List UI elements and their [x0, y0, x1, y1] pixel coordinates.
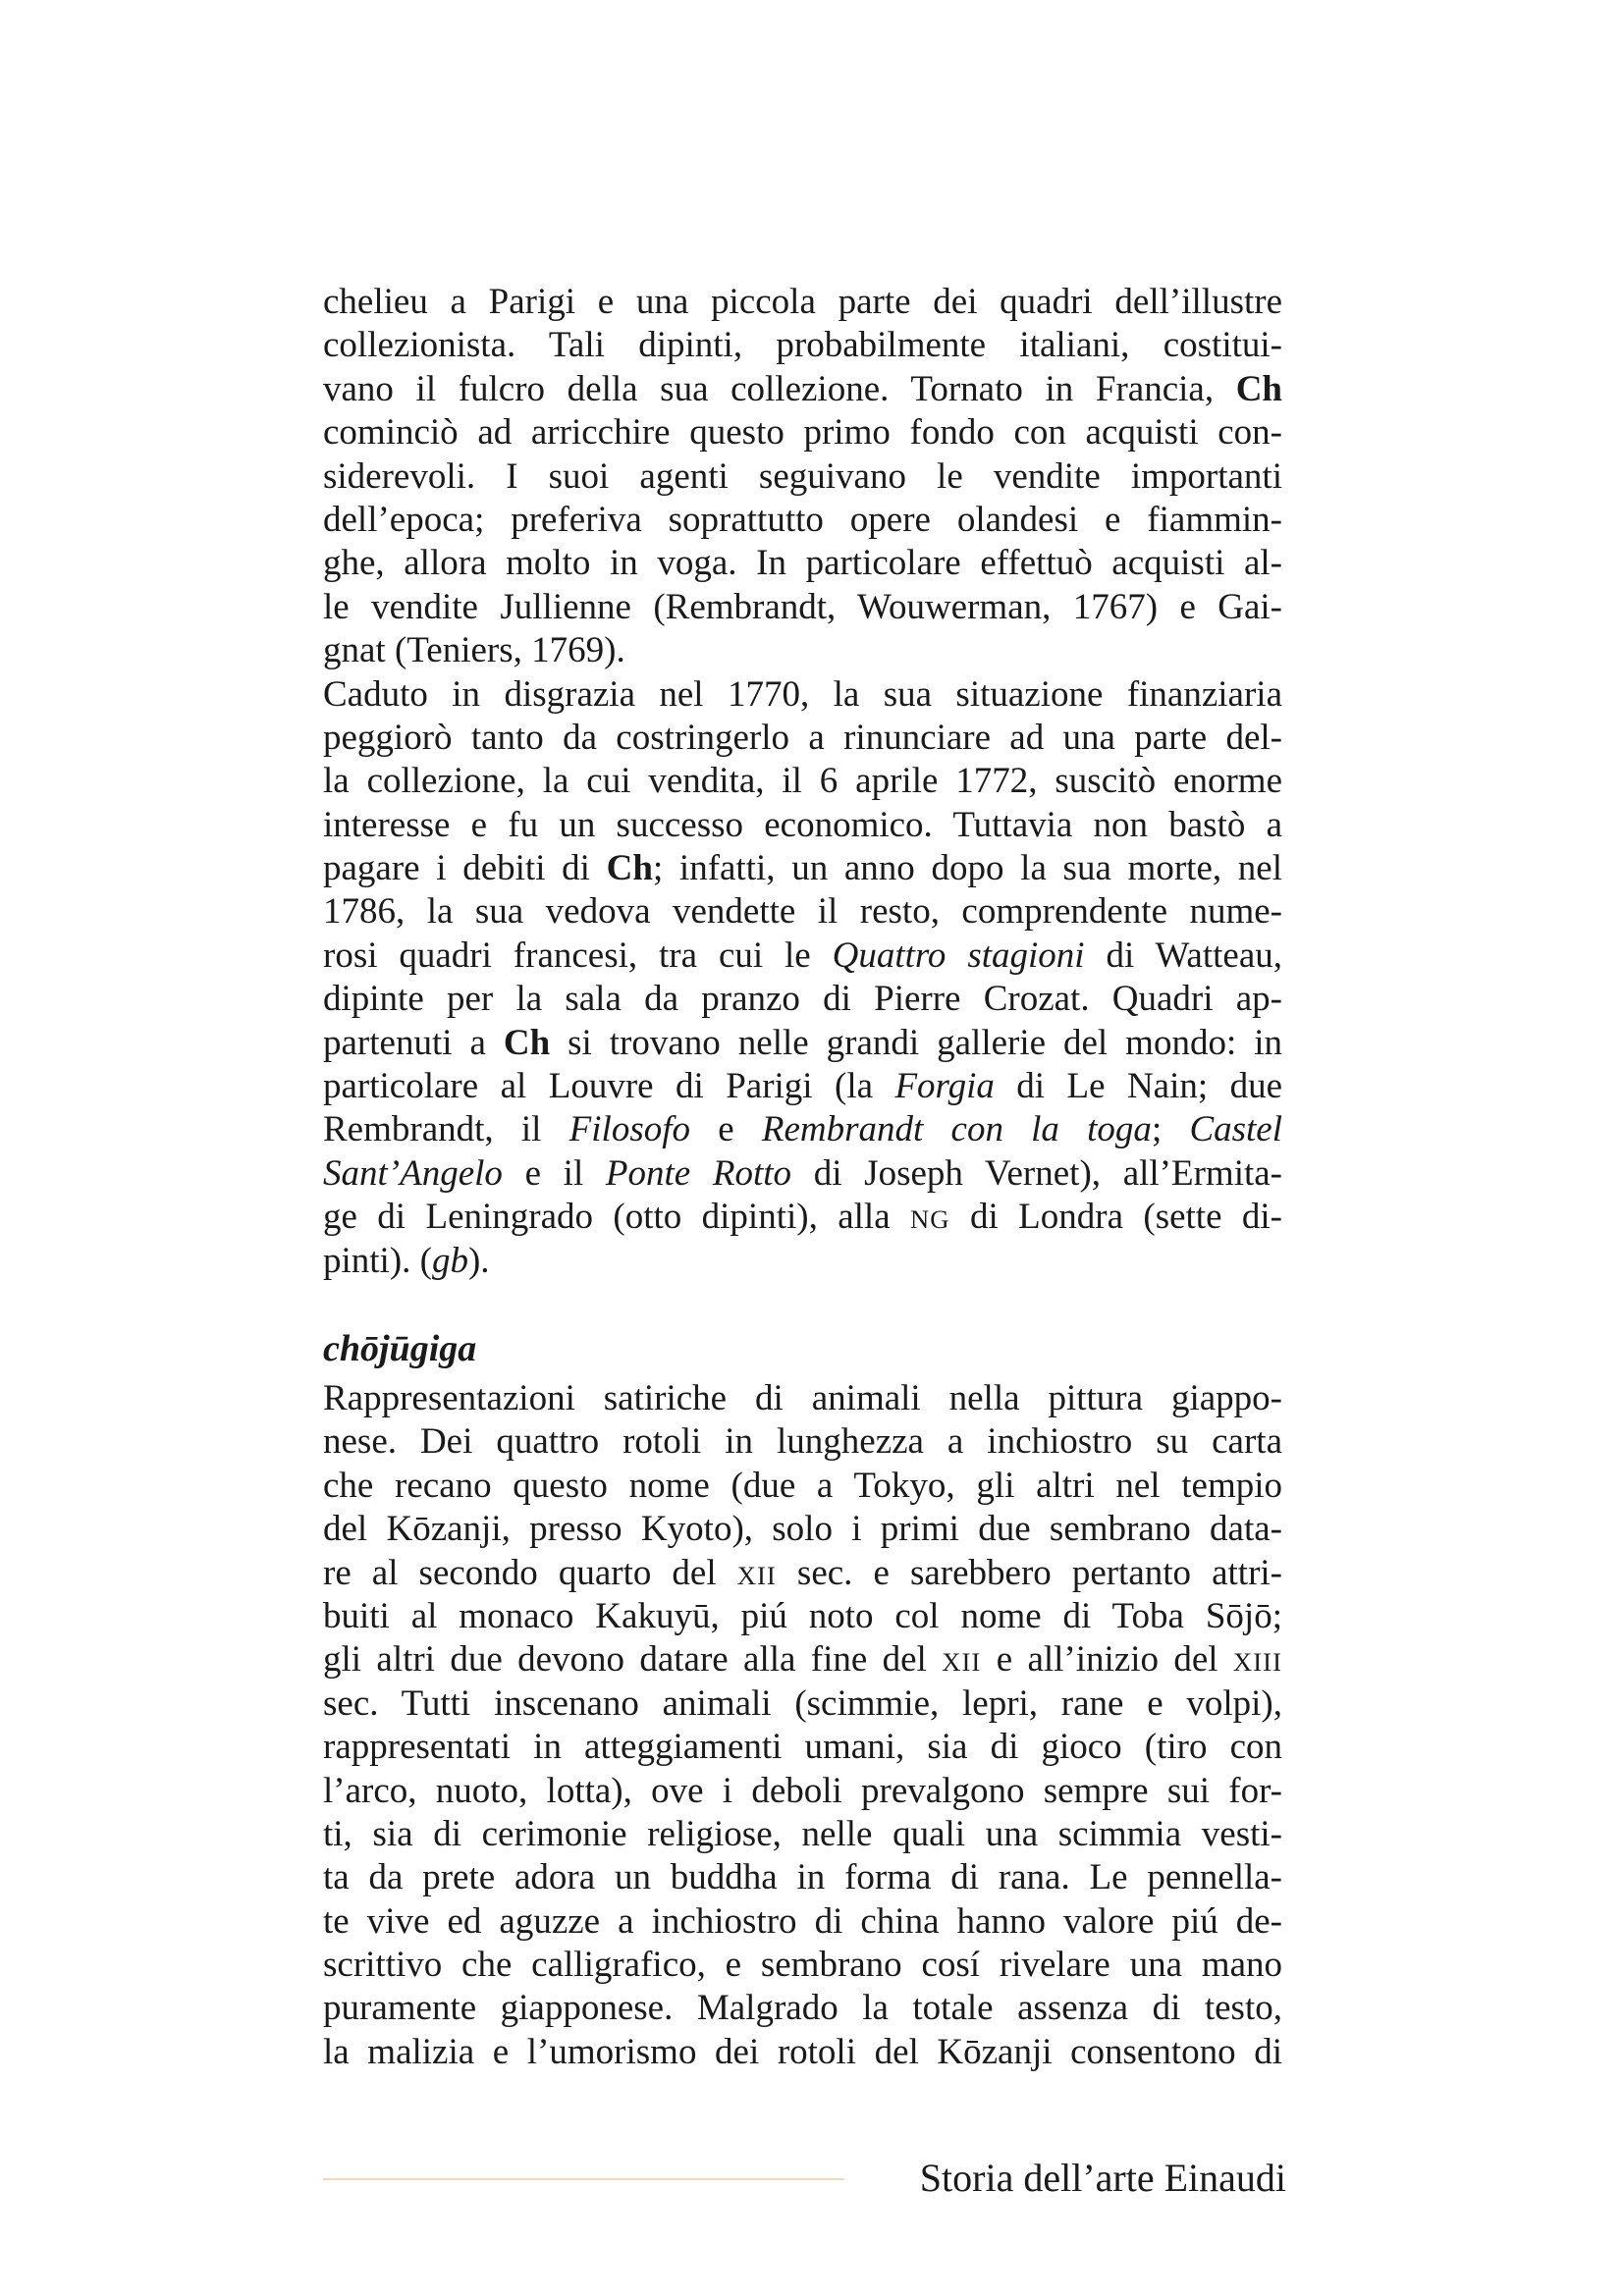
text-line [323, 1196, 1282, 1239]
text-run: pinti). ( [323, 1240, 432, 1281]
text-line [323, 542, 1282, 585]
text-line [323, 717, 1282, 760]
text-line [323, 411, 1282, 454]
text-run: ti, sia di cerimonie religiose, nelle quali una scimmia vesti- [323, 1813, 1282, 1854]
text-run: partenuti a [323, 1022, 504, 1063]
styled-text: Ch [606, 848, 653, 889]
text-run: ge di Leningrado (otto dipinti), alla [323, 1197, 911, 1238]
text-run: chelieu a Parigi e una piccola parte dei quadri dell’illustre [323, 282, 1282, 322]
text-line [323, 1638, 1282, 1682]
text-line [323, 1377, 1282, 1420]
text-line [323, 1152, 1282, 1196]
text-line [323, 847, 1282, 890]
styled-text: Ch [1235, 368, 1282, 409]
text-line [323, 1108, 1282, 1151]
text-run: la collezione, la cui vendita, il 6 aprile 1772, suscitò enorme [323, 761, 1282, 802]
text-run: si trovano nelle grandi gallerie del mondo: in [550, 1022, 1282, 1063]
text-line [323, 1420, 1282, 1464]
text-run: Rembrandt, il [323, 1109, 569, 1150]
text-run: Rappresentazioni satiriche di animali nella pittura giappo- [323, 1377, 1282, 1418]
styled-text: Ch [503, 1022, 551, 1063]
styled-text: Filosofo [568, 1109, 690, 1150]
text-line [323, 1508, 1282, 1551]
text-run: che recano questo nome (due a Tokyo, gli altri nel tempio [323, 1465, 1282, 1506]
text-line [323, 1770, 1282, 1813]
text-line [323, 673, 1282, 717]
text-run: ta da prete adora un buddha in forma di rana. Le pennella- [323, 1857, 1282, 1898]
text-run: l’arco, nuoto, lotta), ove i deboli prevalgono sempre sui for- [323, 1770, 1282, 1811]
styled-text: Rembrandt con la toga [761, 1109, 1152, 1150]
text-run: cominciò ad arricchire questo primo fondo con acquisti con- [323, 412, 1282, 454]
text-run: puramente giapponese. Malgrado la totale assenza di testo, [323, 1988, 1282, 2029]
text-run: buiti al monaco Kakuyū, piú noto col nome di Toba Sōjō; [323, 1595, 1282, 1636]
text-line [323, 1022, 1282, 1065]
text-run: pagare i debiti di [323, 848, 607, 889]
text-line [323, 1552, 1282, 1595]
text-run: particolare al Louvre di Parigi (la [323, 1066, 895, 1107]
text-line [323, 455, 1282, 499]
text-run: gli altri due devono datare alla fine del [323, 1639, 943, 1681]
text-line [323, 1813, 1282, 1856]
page-text [323, 281, 1282, 2074]
text-run: gnat (Teniers, 1769). [323, 630, 625, 671]
text-line [323, 1595, 1282, 1638]
styled-text: XII [736, 1560, 777, 1590]
text-run: ghe, allora molto in voga. In particolare effettuò acquisti al- [323, 543, 1282, 584]
text-line [323, 586, 1282, 629]
section-gap [323, 1283, 1282, 1324]
text-run: rosi quadri francesi, tra cui le [323, 934, 833, 976]
text-run: la malizia e l’umorismo dei rotoli del Kōzanji consentono di [323, 2031, 1282, 2072]
text-run: siderevoli. I suoi agenti seguivano le vendite importanti [323, 455, 1282, 497]
text-line [323, 760, 1282, 803]
entry-continued-paragraphs [323, 281, 1282, 1283]
text-run: peggiorò tanto da costringerlo a rinunciare ad una parte del- [323, 717, 1282, 758]
text-line [323, 890, 1282, 934]
text-line [323, 629, 1282, 672]
text-run: sec. Tutti inscenano animali (scimmie, lepri, rane e volpi), [323, 1682, 1282, 1724]
text-line [323, 1065, 1282, 1108]
text-run: di Le Nain; due [994, 1066, 1282, 1107]
text-line [323, 1465, 1282, 1508]
text-line [323, 1726, 1282, 1769]
text-line [323, 499, 1282, 542]
text-line [323, 2031, 1282, 2074]
text-line [323, 1944, 1282, 1987]
footer-rule [323, 2178, 844, 2180]
text-line [323, 281, 1282, 324]
text-line [323, 1900, 1282, 1944]
styled-text: XIII [1232, 1647, 1282, 1678]
text-run: re al secondo quarto del [323, 1552, 737, 1593]
text-run: di Watteau, [1084, 934, 1282, 976]
text-run: e il [502, 1152, 606, 1194]
text-line [323, 368, 1282, 411]
text-line [323, 804, 1282, 847]
text-run: dell’epoca; preferiva soprattutto opere olandesi e fiammin- [323, 499, 1282, 540]
styled-text: gb [431, 1240, 468, 1281]
text-line [323, 1856, 1282, 1899]
text-run: dipinte per la sala da pranzo di Pierre Crozat. Quadri ap- [323, 979, 1282, 1020]
styled-text: Forgia [894, 1066, 995, 1107]
text-run: di Joseph Vernet), all’Ermita- [791, 1152, 1283, 1194]
text-line [323, 934, 1282, 978]
text-line [323, 324, 1282, 367]
styled-text: NG [910, 1204, 950, 1235]
styled-text: Ponte Rotto [605, 1152, 792, 1194]
text-run: 1786, la sua vedova vendette il resto, comprendente nume- [323, 891, 1282, 933]
text-run: scrittivo che calligrafico, e sembrano cosí rivelare una mano [323, 1945, 1282, 1986]
text-run: interesse e fu un successo economico. Tuttavia non bastò a [323, 804, 1282, 845]
text-run: sec. e sarebbero pertanto attri- [776, 1552, 1283, 1593]
text-run: rappresentati in atteggiamenti umani, sia di gioco (tiro con [323, 1727, 1282, 1768]
styled-text: Castel [1189, 1109, 1282, 1150]
text-run: vano il fulcro della sua collezione. Tornato in Francia, [323, 368, 1236, 409]
text-line [323, 978, 1282, 1021]
styled-text: Sant’Angelo [323, 1152, 503, 1194]
footer-title: Storia dell’arte Einaudi [919, 2156, 1286, 2200]
text-run: e all’inizio del [981, 1639, 1233, 1681]
entry-heading: chōjūgiga [323, 1327, 477, 1369]
text-run: collezionista. Tali dipinti, probabilmente italiani, costitui- [323, 325, 1282, 366]
text-run: e [690, 1109, 762, 1150]
text-run: te vive ed aguzze a inchiostro di china hanno valore piú de- [323, 1900, 1282, 1942]
styled-text: XII [942, 1647, 982, 1678]
text-line [323, 1987, 1282, 2030]
text-run: del Kōzanji, presso Kyoto), solo i primi due sembrano data- [323, 1509, 1282, 1550]
text-line [323, 1240, 1282, 1283]
text-run: nese. Dei quattro rotoli in lunghezza a inchiostro su carta [323, 1421, 1282, 1463]
text-run: di Londra (sette di- [949, 1197, 1282, 1238]
text-run: le vendite Jullienne (Rembrandt, Wouwerman, 1767) e Gai- [323, 586, 1282, 627]
text-line [323, 1682, 1282, 1726]
styled-text: Quattro stagioni [832, 934, 1085, 976]
entry-body-paragraph [323, 1377, 1282, 2074]
text-run: ). [467, 1240, 490, 1281]
text-run: ; [1151, 1109, 1190, 1150]
text-run: ; infatti, un anno dopo la sua morte, nel [652, 848, 1282, 889]
text-run: Caduto in disgrazia nel 1770, la sua situazione finanziaria [323, 673, 1282, 715]
